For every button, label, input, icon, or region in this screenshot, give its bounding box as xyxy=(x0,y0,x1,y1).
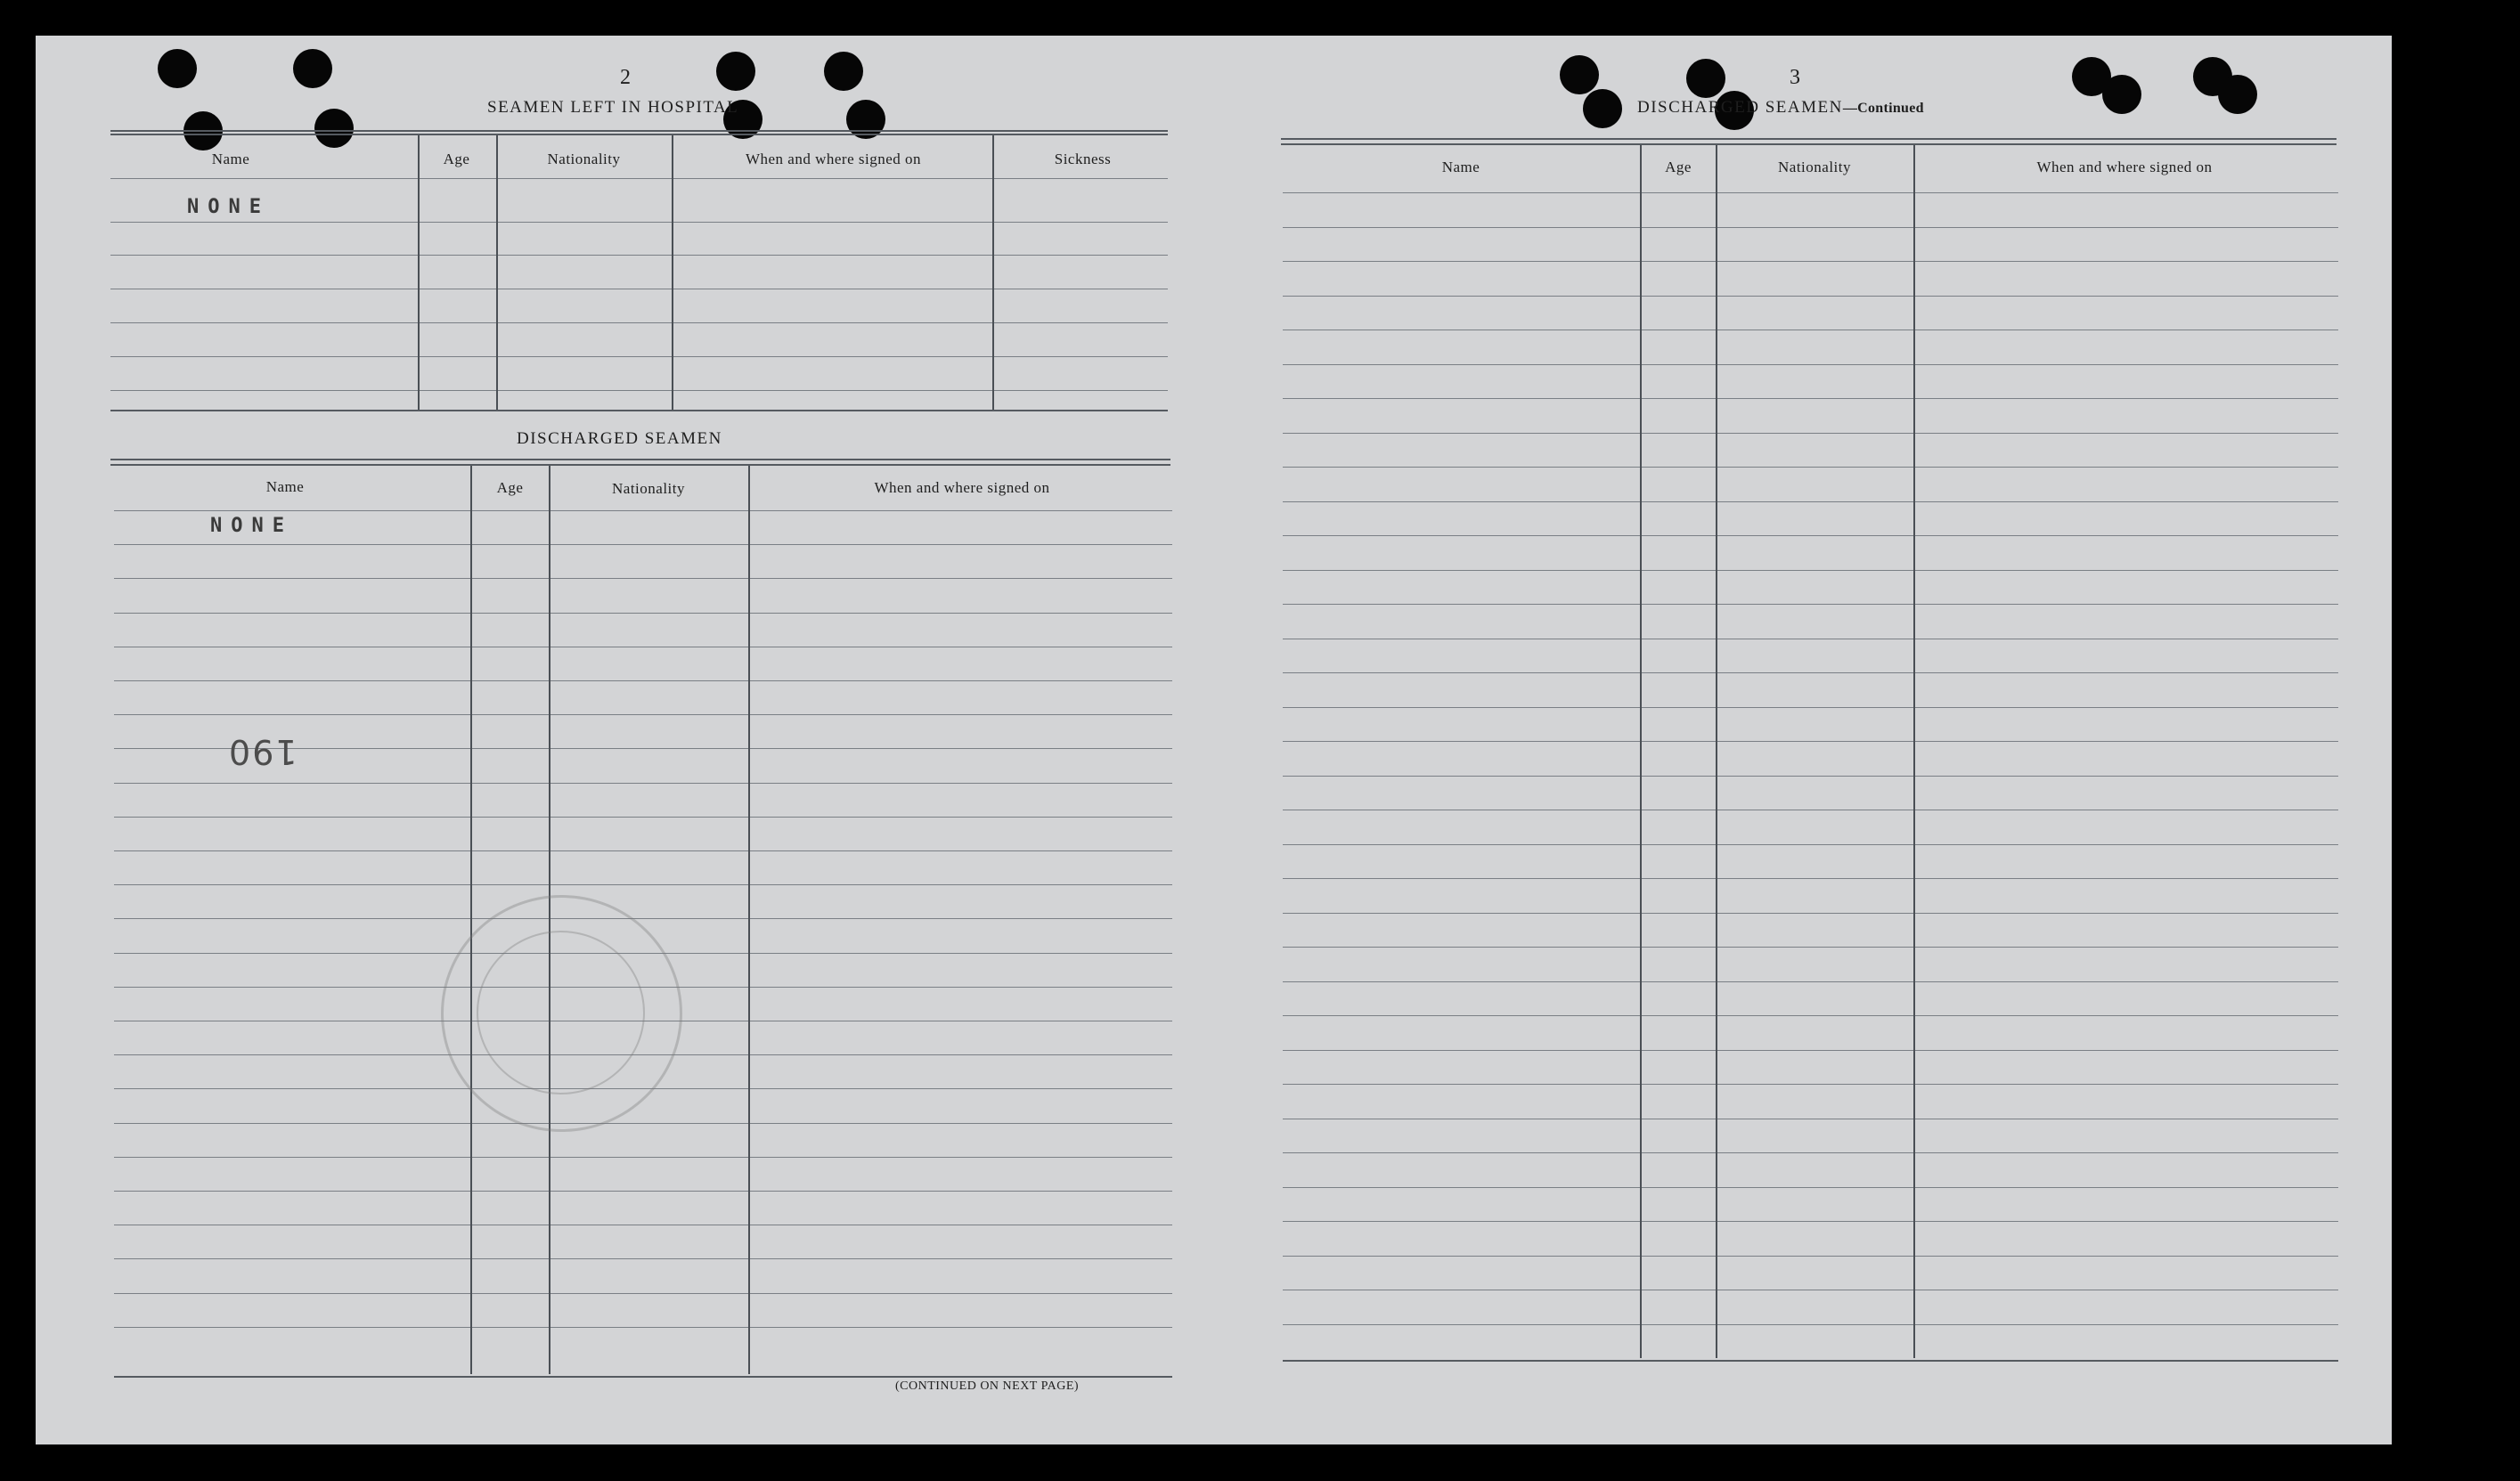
table-rule xyxy=(110,222,1168,223)
page-number-left: 2 xyxy=(620,66,631,89)
table-rule xyxy=(1283,1084,2338,1085)
hospital-col-nationality: Nationality xyxy=(547,151,621,167)
table-rule xyxy=(1283,296,2338,297)
table-rule xyxy=(114,680,1172,681)
table-rule xyxy=(114,850,1172,851)
table-rule xyxy=(114,613,1172,614)
table-rule xyxy=(110,459,1170,460)
table-rule xyxy=(114,1123,1172,1124)
table-rule xyxy=(1283,776,2338,777)
table-rule xyxy=(110,134,1168,135)
table-rule xyxy=(1281,138,2337,140)
table-rule xyxy=(114,578,1172,579)
discharged-col-nationality: Nationality xyxy=(612,480,685,497)
table-rule xyxy=(110,390,1168,391)
punch-hole xyxy=(824,52,863,91)
table-rule xyxy=(114,884,1172,885)
table-rule xyxy=(1283,570,2338,571)
discharged-entry-none: NONE xyxy=(210,515,293,537)
continued-col-name: Name xyxy=(1441,159,1480,175)
column-rule xyxy=(1716,145,1717,1358)
document-sheet xyxy=(36,36,2392,1444)
discharged-col-name: Name xyxy=(265,478,305,495)
column-rule xyxy=(418,135,420,410)
table-rule xyxy=(114,544,1172,545)
punch-hole xyxy=(314,109,354,148)
table-rule xyxy=(1283,1221,2338,1222)
table-rule xyxy=(1283,672,2338,673)
column-rule xyxy=(1640,145,1642,1358)
punch-hole xyxy=(158,49,197,88)
table-rule xyxy=(1283,261,2338,262)
punch-hole xyxy=(293,49,332,88)
punch-hole xyxy=(2102,75,2141,114)
table-rule xyxy=(1283,535,2338,536)
table-rule xyxy=(1283,1152,2338,1153)
table-rule xyxy=(1283,981,2338,982)
hospital-section-title: SEAMEN LEFT IN HOSPITAL xyxy=(487,98,739,117)
table-rule xyxy=(114,1191,1172,1192)
continued-col-age: Age xyxy=(1665,159,1692,175)
table-rule xyxy=(114,783,1172,784)
table-rule xyxy=(1283,878,2338,879)
table-rule xyxy=(1283,501,2338,502)
table-rule xyxy=(110,464,1170,466)
table-rule xyxy=(114,714,1172,715)
punch-hole xyxy=(1686,59,1725,98)
column-rule xyxy=(1913,145,1915,1358)
hospital-col-name: Name xyxy=(211,151,250,167)
table-rule xyxy=(1283,364,2338,365)
table-rule xyxy=(1283,1050,2338,1051)
page-number-right: 3 xyxy=(1790,66,1800,89)
table-rule xyxy=(110,130,1168,132)
table-rule xyxy=(110,255,1168,256)
table-rule xyxy=(114,817,1172,818)
table-rule xyxy=(1283,844,2338,845)
title-suffix: —Continued xyxy=(1842,101,1924,116)
hospital-col-age: Age xyxy=(443,151,470,167)
column-rule xyxy=(992,135,994,410)
table-rule xyxy=(110,410,1168,411)
discharged-continued-title xyxy=(1637,98,1924,118)
column-rule xyxy=(496,135,498,410)
table-rule xyxy=(1283,467,2338,468)
continued-col-signed-on: When and where signed on xyxy=(2036,159,2213,175)
discharged-section-title: DISCHARGED SEAMEN xyxy=(517,429,722,448)
table-rule xyxy=(110,356,1168,357)
table-rule xyxy=(1283,1324,2338,1325)
table-rule xyxy=(114,918,1172,919)
table-rule xyxy=(110,178,1168,179)
table-rule xyxy=(1283,604,2338,605)
table-rule xyxy=(1283,707,2338,708)
column-rule xyxy=(672,135,673,410)
table-rule xyxy=(110,322,1168,323)
table-rule xyxy=(1283,947,2338,948)
table-rule xyxy=(114,1258,1172,1259)
table-rule xyxy=(1283,1360,2338,1362)
pencil-notation: 190 xyxy=(227,732,298,771)
punch-hole xyxy=(716,52,755,91)
table-rule xyxy=(1283,913,2338,914)
table-rule xyxy=(1283,1256,2338,1257)
column-rule xyxy=(470,466,472,1374)
faded-stamp-inner xyxy=(477,931,645,1094)
hospital-entry-none: NONE xyxy=(187,196,270,218)
table-rule xyxy=(1283,433,2338,434)
table-rule xyxy=(1283,227,2338,228)
table-rule xyxy=(114,1293,1172,1294)
table-rule xyxy=(1283,1015,2338,1016)
continued-col-nationality: Nationality xyxy=(1778,159,1851,175)
table-rule xyxy=(1283,192,2338,193)
table-rule xyxy=(114,1157,1172,1158)
continued-footer: (CONTINUED ON NEXT PAGE) xyxy=(895,1379,1080,1393)
punch-hole xyxy=(1560,55,1599,94)
table-rule xyxy=(114,1327,1172,1328)
discharged-col-age: Age xyxy=(496,479,524,496)
table-rule xyxy=(1283,398,2338,399)
table-rule xyxy=(1281,143,2337,145)
hospital-col-sickness: Sickness xyxy=(1054,151,1112,167)
title-main: DISCHARGED SEAMEN xyxy=(1637,98,1843,117)
table-rule xyxy=(114,1376,1172,1378)
table-rule xyxy=(1283,741,2338,742)
punch-hole xyxy=(2218,75,2257,114)
discharged-col-signed-on: When and where signed on xyxy=(874,479,1050,496)
column-rule xyxy=(748,466,750,1374)
table-rule xyxy=(114,510,1172,511)
punch-hole xyxy=(1583,89,1622,128)
table-rule xyxy=(1283,1187,2338,1188)
hospital-col-signed-on: When and where signed on xyxy=(745,151,922,167)
